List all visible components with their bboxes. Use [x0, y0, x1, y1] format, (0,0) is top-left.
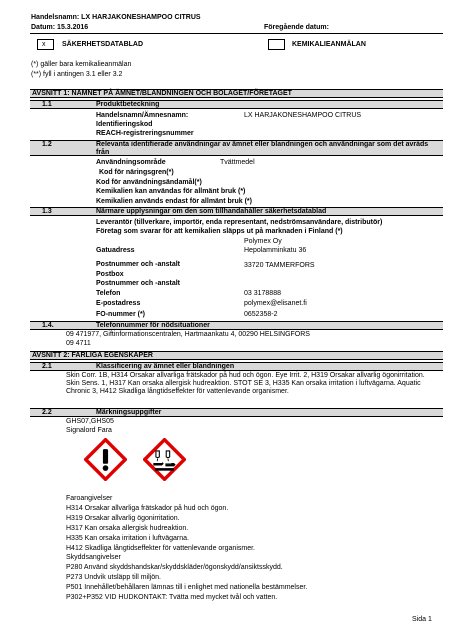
classification-text: Skin Corr. 1B, H314 Orsakar allvarliga frätskador på hud och ögon. Eye Irrit. 2, H319 Orsakar allvarlig ögonirritation. Skin Sens. 1, H317 Kan orsaka allergisk hudreaktion. STOT SE 3, H335 Kan orsaka irritation i luftvägarna. Aquatic Chronic 3, H412 Skadliga långtidseffekter för vattenlevande organismer.	[66, 372, 425, 396]
phone-value: 03 3178888	[244, 290, 281, 297]
subsection-2-1-header	[30, 362, 443, 371]
corrosion-pictogram-icon	[143, 438, 186, 481]
fo-number-label: FO-nummer (*)	[96, 311, 145, 318]
subsection-1-3-header	[30, 207, 443, 216]
page-number: Sida 1	[412, 616, 432, 623]
precautionary-statements-heading: Skyddsangivelser	[66, 554, 121, 561]
subsection-1-2-header	[30, 140, 443, 156]
emergency-phone-line-1: 09 471977, Giftinformationscentralen, Hartmaankatu 4, 00290 HELSINGFORS	[66, 331, 310, 338]
subsection-1-3-title: Närmare upplysningar om den som tillhandahåller säkerhetsdatablad	[96, 208, 327, 215]
general-use-label: Kemikalien kan användas för allmänt bruk (*)	[96, 188, 246, 195]
exclamation-mark-pictogram-icon	[84, 438, 127, 481]
fo-number-value: 0652358-2	[244, 311, 278, 318]
subsection-1-3-number: 1.3	[42, 208, 52, 215]
section-1-header	[30, 89, 443, 98]
section-2-header	[30, 351, 443, 360]
product-name-header: Handelsnamn: LX HARJAKONESHAMPOO CITRUS	[31, 14, 201, 21]
subsection-1-1-header	[30, 100, 443, 109]
postcode-label: Postnummer och -anstalt	[96, 261, 181, 268]
date-label: Datum: 15.3.2016	[31, 24, 89, 31]
header-rule	[30, 33, 443, 34]
notice-label: KEMIKALIEANMÄLAN	[292, 41, 366, 48]
sds-label: SÄKERHETSDATABLAD	[62, 41, 144, 48]
po-box-postcode-label: Postnummer och -anstalt	[96, 280, 181, 287]
section-1-title: AVSNITT 1: NAMNET PÅ ÄMNET/BLANDNINGEN OCH BOLAGET/FÖRETAGET	[32, 90, 292, 97]
precautionary-statement: P501 Innehållet/behållaren lämnas till i enlighet med nationella bestämmelser.	[66, 584, 308, 591]
postcode-value: 33720 TAMMERFORS	[244, 262, 315, 269]
precautionary-statement: P273 Undvik utsläpp till miljön.	[66, 574, 161, 581]
signal-word: Signalord Fara	[66, 427, 112, 434]
precautionary-statement: P302+P352 VID HUDKONTAKT: Tvätta med mycket tvål och vatten.	[66, 594, 278, 601]
subsection-2-2-header	[30, 408, 443, 417]
notice-checkbox[interactable]	[268, 39, 285, 50]
industry-code-label: Kod för näringsgren(*)	[99, 169, 174, 176]
email-label: E-postadress	[96, 300, 141, 307]
email-value: polymex@elisanet.fi	[244, 300, 307, 307]
subsection-2-1-title: Klassificering av ämnet eller blandningen	[96, 363, 235, 370]
reach-number-label: REACH-registreringsnummer	[96, 130, 194, 137]
subsection-2-2-title: Märkningsuppgifter	[96, 409, 162, 416]
sds-checkbox-mark: x	[42, 41, 46, 48]
phone-label: Telefon	[96, 290, 121, 297]
ghs-codes: GHS07,GHS05	[66, 418, 114, 425]
precautionary-statement: P280 Använd skyddshandskar/skyddskläder/ögonskydd/ansiktsskydd.	[66, 564, 283, 571]
subsection-1-4-header	[30, 321, 443, 330]
hazard-statement: H317 Kan orsaka allergisk hudreaktion.	[66, 525, 189, 532]
responsible-company-note: Företag som svarar för att kemikalien släpps ut på marknaden i Finland (*)	[96, 228, 343, 235]
trade-name-label: Handelsnamn/Ämnesnamn:	[96, 112, 189, 119]
hazard-statement: H335 Kan orsaka irritation i luftvägarna.	[66, 535, 189, 542]
use-area-label: Användningsområde	[96, 159, 166, 166]
trade-name-value: LX HARJAKONESHAMPOO CITRUS	[244, 112, 362, 119]
subsection-1-4-title: Telefonnummer för nödsituationer	[96, 322, 210, 329]
subsection-1-1-number: 1.1	[42, 101, 52, 108]
subsection-2-2-number: 2.2	[42, 409, 52, 416]
subsection-1-2-title: Relevanta identifierade användningar av ämnet eller blandningen och användningar som det avråds från	[96, 141, 429, 156]
street-address-label: Gatuadress	[96, 247, 135, 254]
po-box-label: Postbox	[96, 271, 124, 278]
company-name-value: Polymex Oy	[244, 238, 282, 245]
note-2: (**) fyll i antingen 3.1 eller 3.2	[31, 71, 123, 78]
subsection-1-4-number: 1.4.	[42, 322, 54, 329]
hazard-statement: H319 Orsakar allvarlig ögonirritation.	[66, 515, 180, 522]
note-1: (*) gäller bara kemikalieanmälan	[31, 61, 132, 68]
identification-code-label: Identifieringskod	[96, 121, 153, 128]
hazard-statements-heading: Faroangivelser	[66, 495, 113, 502]
supplier-note: Leverantör (tillverkare, importör, enda representant, nedströmsanvändare, distributör)	[96, 219, 383, 226]
subsection-1-2-number: 1.2	[42, 141, 52, 148]
section-2-title: AVSNITT 2: FARLIGA EGENSKAPER	[32, 352, 153, 359]
subsection-2-1-number: 2.1	[42, 363, 52, 370]
use-area-value: Tvättmedel	[220, 159, 255, 166]
hazard-statement: H314 Orsakar allvarliga frätskador på hud och ögon.	[66, 505, 229, 512]
professional-use-label: Kemikalien används endast för allmänt bruk (*)	[96, 198, 252, 205]
street-address-value: Hepolamminkatu 36	[244, 247, 307, 254]
use-code-label: Kod för användningsändamål(*)	[96, 179, 202, 186]
previous-date-label: Föregående datum:	[264, 24, 329, 31]
hazard-statement: H412 Skadliga långtidseffekter för vattenlevande organismer.	[66, 545, 255, 552]
subsection-1-1-title: Produktbeteckning	[96, 101, 160, 108]
emergency-phone-line-2: 09 4711	[66, 340, 91, 347]
sds-checkbox[interactable]	[37, 39, 54, 50]
